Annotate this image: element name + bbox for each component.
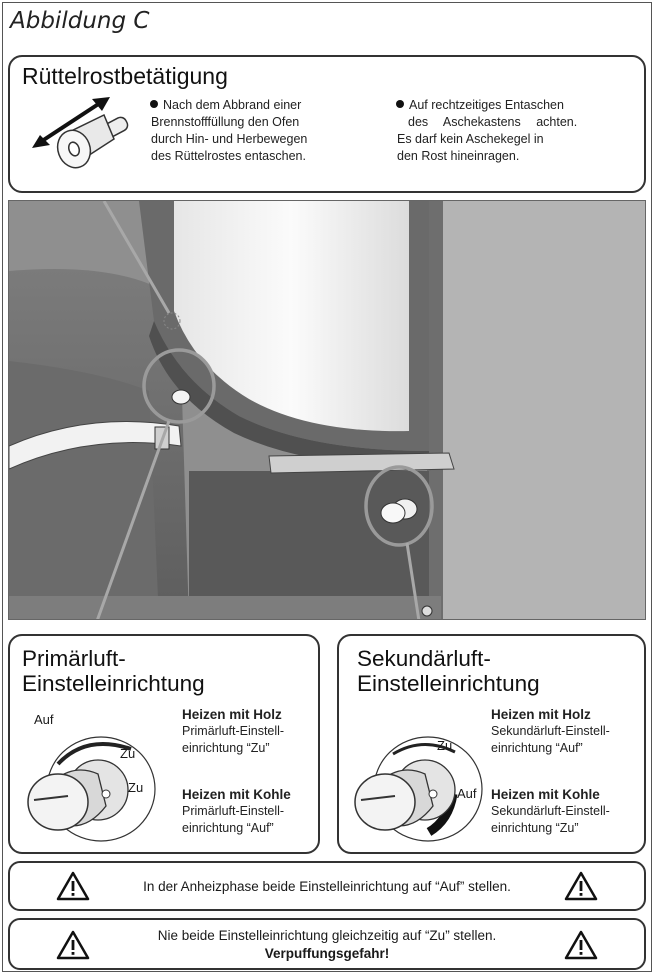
secondary-coal-instruction: Heizen mit Kohle Sekundärluft-Einstell- einrichtung “Zu”	[491, 787, 610, 835]
knob-icon	[52, 115, 129, 172]
notice-startup-text: In der Anheizphase beide Einstelleinrichtung auf “Auf” stellen.	[143, 879, 511, 894]
primary-wood-instruction: Heizen mit Holz Primärluft-Einstell- einrichtung “Zu”	[182, 707, 285, 755]
shaker-bullet-2: Auf rechtzeitiges Entaschen des Aschekastens achten. Es darf kein Aschekegel in den Rost hineinragen.	[397, 98, 578, 163]
bullet-icon	[150, 100, 158, 108]
warning-triangle-icon	[56, 930, 90, 960]
secondary-heading: Sekundärluft- Einstelleinrichtung	[357, 646, 540, 696]
secondary-air-box	[337, 634, 646, 854]
primary-coal-instruction: Heizen mit Kohle Primärluft-Einstell- einrichtung “Auf”	[182, 787, 291, 835]
primary-heading: Primärluft- Einstelleinrichtung	[22, 646, 205, 696]
primary-dial-closed-label-b: Zu	[128, 780, 144, 795]
shaker-knob-illustration	[22, 93, 147, 183]
shaker-bullet-1: Nach dem Abbrand einer Brennstofffüllung den Ofen durch Hin- und Herbewegen des Rüttelrostes entaschen.	[151, 98, 308, 163]
warning-triangle-icon	[564, 871, 598, 901]
bullet-icon	[396, 100, 404, 108]
warning-triangle-icon	[56, 871, 90, 901]
primary-dial-closed-label-a: Zu	[120, 746, 136, 761]
shaker-grate-box	[8, 55, 646, 193]
notice-startup	[8, 861, 646, 911]
warning-triangle-icon	[564, 930, 598, 960]
primary-dial-illustration	[16, 724, 166, 844]
secondary-dial-illustration	[343, 724, 493, 844]
secondary-dial-open-label: Auf	[457, 786, 477, 801]
primary-dial-open-label: Auf	[34, 712, 54, 727]
figure-title: Abbildung C	[10, 8, 150, 34]
stove-illustration	[9, 201, 646, 620]
secondary-dial-closed-label: Zu	[437, 738, 453, 753]
stove-photo	[8, 200, 646, 620]
primary-air-box	[8, 634, 320, 854]
notice-deflagration-text: Nie beide Einstelleinrichtung gleichzeitig auf “Zu” stellen. Verpuffungsgefahr!	[157, 928, 497, 961]
notice-deflagration	[8, 918, 646, 970]
secondary-wood-instruction: Heizen mit Holz Sekundärluft-Einstell- einrichtung “Auf”	[491, 707, 610, 755]
shaker-heading: Rüttelrostbetätigung	[22, 63, 228, 89]
